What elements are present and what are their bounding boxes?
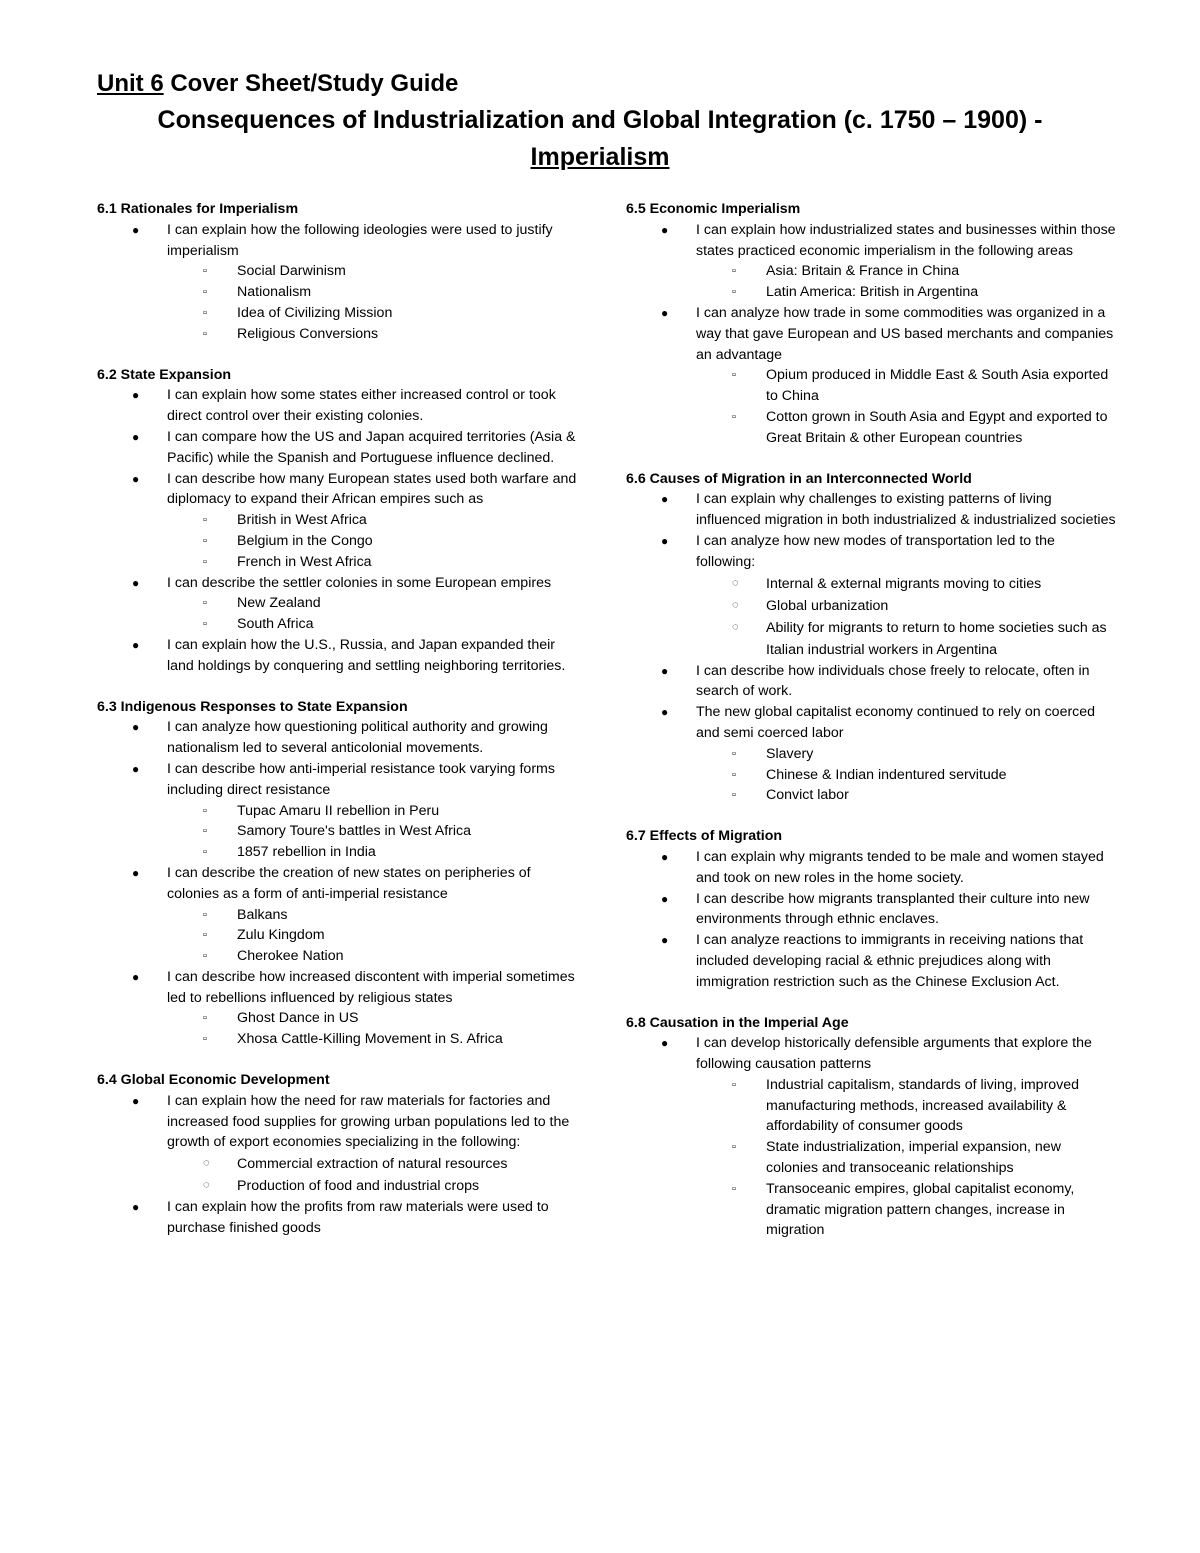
sub-item-text: Cotton grown in South Asia and Egypt and exported to Great Britain & other European countries bbox=[766, 408, 1108, 446]
section-title: 6.4 Global Economic Development bbox=[97, 1072, 330, 1089]
bullet-icon: ● bbox=[661, 492, 669, 507]
square-bullet-icon: ▫ bbox=[203, 534, 207, 547]
sub-list bbox=[696, 365, 1116, 448]
sub-list bbox=[696, 573, 1116, 661]
bullet-icon: ● bbox=[132, 575, 140, 590]
sub-item-text: Cherokee Nation bbox=[237, 948, 344, 965]
square-bullet-icon: ▫ bbox=[203, 950, 207, 963]
list-item bbox=[132, 1197, 577, 1239]
square-bullet-icon: ▫ bbox=[732, 265, 736, 278]
document-topic: Imperialism bbox=[530, 143, 670, 171]
section-title: 6.2 State Expansion bbox=[97, 366, 232, 383]
sub-item bbox=[203, 1153, 577, 1175]
sub-item bbox=[203, 801, 577, 822]
sub-item-text: Social Darwinism bbox=[237, 263, 346, 280]
sub-item bbox=[203, 324, 577, 345]
sub-item-text: Ghost Dance in US bbox=[237, 1010, 359, 1027]
square-bullet-icon: ▫ bbox=[203, 514, 207, 527]
sub-item bbox=[203, 282, 577, 303]
sub-item-text: New Zealand bbox=[237, 595, 321, 612]
bullet-icon: ● bbox=[132, 1093, 140, 1108]
list-item bbox=[661, 531, 1116, 661]
sub-item bbox=[732, 261, 1116, 282]
bullet-icon: ● bbox=[661, 933, 669, 948]
bullet-list bbox=[97, 717, 577, 1050]
sub-item-text: Zulu Kingdom bbox=[237, 927, 325, 944]
sub-item bbox=[203, 593, 577, 614]
bullet-icon: ● bbox=[132, 761, 140, 776]
title-rest: Cover Sheet/Study Guide bbox=[163, 70, 459, 97]
list-item bbox=[661, 303, 1116, 449]
item-text: I can describe how increased discontent with imperial sometimes led to rebellions influenced by religious states bbox=[167, 968, 575, 1006]
sub-list bbox=[167, 1008, 577, 1050]
sub-item-text: State industrialization, imperial expansion, new colonies and transoceanic relationships bbox=[766, 1139, 1061, 1177]
list-item bbox=[132, 469, 577, 573]
list-item bbox=[132, 573, 577, 635]
list-item bbox=[661, 889, 1116, 931]
square-bullet-icon: ▫ bbox=[732, 410, 736, 423]
list-item bbox=[132, 1091, 577, 1197]
square-bullet-icon: ▫ bbox=[732, 286, 736, 299]
bullet-icon: ● bbox=[661, 705, 669, 720]
circle-bullet-icon: ◌ bbox=[203, 1179, 210, 1192]
sub-item bbox=[732, 365, 1116, 407]
sub-item bbox=[732, 595, 1116, 617]
list-item bbox=[661, 702, 1116, 806]
bullet-list bbox=[626, 489, 1116, 806]
sub-item-text: Tupac Amaru II rebellion in Peru bbox=[237, 802, 440, 819]
square-bullet-icon: ▫ bbox=[203, 265, 207, 278]
sub-item-text: South Africa bbox=[237, 616, 314, 633]
section-title: 6.7 Effects of Migration bbox=[626, 828, 783, 845]
item-text: I can describe how anti-imperial resistance took varying forms including direct resistance bbox=[167, 760, 555, 798]
sub-item bbox=[203, 1029, 577, 1050]
square-bullet-icon: ▫ bbox=[203, 555, 207, 568]
circle-bullet-icon: ◌ bbox=[732, 598, 739, 611]
sub-list bbox=[167, 905, 577, 967]
sub-item bbox=[732, 1075, 1116, 1137]
square-bullet-icon: ▫ bbox=[203, 929, 207, 942]
sub-item-text: Idea of Civilizing Mission bbox=[237, 304, 393, 321]
square-bullet-icon: ▫ bbox=[203, 286, 207, 299]
square-bullet-icon: ▫ bbox=[203, 1033, 207, 1046]
sub-item-text: Convict labor bbox=[766, 787, 849, 804]
sub-list bbox=[167, 593, 577, 635]
bullet-icon: ● bbox=[661, 891, 669, 906]
list-item bbox=[661, 930, 1116, 992]
section-title: 6.5 Economic Imperialism bbox=[626, 201, 801, 217]
sub-item-text: Asia: Britain & France in China bbox=[766, 263, 960, 280]
bullet-icon: ● bbox=[132, 865, 140, 880]
document-subtitle: Consequences of Industrialization and Global Integration (c. 1750 – 1900) - bbox=[157, 106, 1043, 134]
sub-item-text: Samory Toure's battles in West Africa bbox=[237, 823, 472, 840]
sub-item bbox=[732, 1137, 1116, 1179]
sub-item bbox=[732, 765, 1116, 786]
circle-bullet-icon: ◌ bbox=[203, 1157, 210, 1170]
square-bullet-icon: ▫ bbox=[203, 306, 207, 319]
item-text: I can explain why migrants tended to be male and women stayed and took on new roles in the home society. bbox=[696, 848, 1104, 886]
bullet-icon: ● bbox=[661, 663, 669, 678]
sub-item bbox=[203, 905, 577, 926]
section-title: 6.3 Indigenous Responses to State Expansion bbox=[97, 698, 408, 715]
section-6-1 bbox=[97, 199, 577, 345]
square-bullet-icon: ▫ bbox=[203, 327, 207, 340]
list-item bbox=[661, 1033, 1116, 1241]
bullet-list bbox=[97, 1091, 577, 1239]
list-item bbox=[132, 635, 577, 677]
circle-bullet-icon: ◌ bbox=[732, 576, 739, 589]
sub-item-text: Global urbanization bbox=[766, 597, 889, 614]
sub-item-text: Latin America: British in Argentina bbox=[766, 284, 979, 301]
bullet-list bbox=[626, 847, 1116, 993]
sub-item-text: Internal & external migrants moving to cities bbox=[766, 575, 1042, 592]
section-6-8 bbox=[626, 1013, 1116, 1242]
sub-item-text: French in West Africa bbox=[237, 553, 372, 570]
unit-label: Unit 6 bbox=[97, 70, 164, 97]
item-text: I can explain why challenges to existing patterns of living influenced migration in both industrialized & industrialized societies bbox=[696, 491, 1116, 529]
circle-bullet-icon: ◌ bbox=[732, 620, 739, 633]
sub-list bbox=[167, 510, 577, 572]
sub-item bbox=[732, 573, 1116, 595]
sub-item-text: Religious Conversions bbox=[237, 325, 379, 342]
sub-list bbox=[696, 744, 1116, 806]
sub-item bbox=[203, 614, 577, 635]
bullet-icon: ● bbox=[132, 1200, 140, 1215]
sub-item-text: Commercial extraction of natural resources bbox=[237, 1156, 508, 1173]
bullet-icon: ● bbox=[132, 222, 140, 237]
list-item bbox=[661, 220, 1116, 303]
sub-item bbox=[732, 785, 1116, 806]
square-bullet-icon: ▫ bbox=[732, 1182, 736, 1195]
sub-item bbox=[203, 821, 577, 842]
item-text: I can describe how migrants transplanted their culture into new environments through ethnic enclaves. bbox=[696, 890, 1090, 928]
sub-item bbox=[203, 946, 577, 967]
square-bullet-icon: ▫ bbox=[732, 789, 736, 802]
section-title: 6.1 Rationales for Imperialism bbox=[97, 201, 299, 217]
sub-item bbox=[203, 261, 577, 282]
sub-item bbox=[203, 1175, 577, 1197]
list-item bbox=[132, 967, 577, 1050]
section-6-2 bbox=[97, 365, 577, 677]
bullet-icon: ● bbox=[132, 637, 140, 652]
sub-item bbox=[732, 407, 1116, 449]
item-text: I can compare how the US and Japan acquired territories (Asia & Pacific) while the Spanish and Portuguese influence declined. bbox=[167, 428, 576, 466]
item-text: I can explain how the profits from raw materials were used to purchase finished goods bbox=[167, 1199, 549, 1237]
document-title bbox=[97, 70, 458, 98]
item-text: I can describe the creation of new states on peripheries of colonies as a form of anti-imperial resistance bbox=[167, 864, 531, 902]
bullet-icon: ● bbox=[661, 533, 669, 548]
bullet-icon: ● bbox=[132, 471, 140, 486]
sub-item bbox=[732, 617, 1116, 661]
list-item bbox=[132, 220, 577, 345]
square-bullet-icon: ▫ bbox=[732, 369, 736, 382]
list-item bbox=[132, 863, 577, 967]
sub-list bbox=[167, 1153, 577, 1197]
sub-item bbox=[203, 842, 577, 863]
item-text: I can analyze how questioning political authority and growing nationalism led to several anticolonial movements. bbox=[167, 719, 548, 757]
sub-item bbox=[732, 744, 1116, 765]
section-title: 6.6 Causes of Migration in an Interconnected World bbox=[626, 470, 972, 487]
sub-item-text: Belgium in the Congo bbox=[237, 532, 373, 549]
sub-item bbox=[203, 510, 577, 531]
item-text: I can analyze how trade in some commodities was organized in a way that gave European and US based merchants and companies an advantage bbox=[696, 304, 1114, 363]
section-6-3 bbox=[97, 697, 577, 1051]
item-text: I can develop historically defensible arguments that explore the following causation patterns bbox=[696, 1035, 1092, 1073]
sub-item-text: 1857 rebellion in India bbox=[237, 844, 376, 861]
bullet-icon: ● bbox=[132, 969, 140, 984]
item-text: I can describe how many European states used both warfare and diplomacy to expand their African empires such as bbox=[167, 470, 577, 508]
section-6-4 bbox=[97, 1070, 577, 1239]
sub-list bbox=[696, 261, 1116, 303]
bullet-icon: ● bbox=[661, 305, 669, 320]
item-text: I can explain how the following ideologies were used to justify imperialism bbox=[167, 221, 553, 259]
sub-item bbox=[203, 1008, 577, 1029]
bullet-icon: ● bbox=[661, 222, 669, 237]
section-6-5 bbox=[626, 199, 1116, 449]
bullet-icon: ● bbox=[661, 1036, 669, 1051]
item-text: I can explain how the U.S., Russia, and Japan expanded their land holdings by conquering and settling neighboring territories. bbox=[167, 636, 566, 674]
item-text: I can explain how the need for raw materials for factories and increased food supplies for growing urban populations led to the growth of export economies specializing in the following: bbox=[167, 1092, 570, 1151]
sub-item-text: Chinese & Indian indentured servitude bbox=[766, 766, 1007, 783]
item-text: I can describe how individuals chose freely to relocate, often in search of work. bbox=[696, 662, 1090, 700]
square-bullet-icon: ▫ bbox=[732, 768, 736, 781]
bullet-list bbox=[626, 1033, 1116, 1241]
bullet-list bbox=[97, 220, 577, 345]
item-text: I can explain how industrialized states and businesses within those states practiced economic imperialism in the following areas bbox=[696, 221, 1116, 259]
list-item bbox=[132, 427, 577, 469]
square-bullet-icon: ▫ bbox=[732, 1078, 736, 1091]
sub-item bbox=[732, 282, 1116, 303]
section-6-6 bbox=[626, 469, 1116, 807]
item-text: The new global capitalist economy continued to rely on coerced and semi coerced labor bbox=[696, 704, 1096, 741]
square-bullet-icon: ▫ bbox=[203, 618, 207, 631]
section-title: 6.8 Causation in the Imperial Age bbox=[626, 1014, 849, 1031]
sub-item bbox=[732, 1179, 1116, 1241]
sub-item-text: Ability for migrants to return to home societies such as Italian industrial workers in Argentina bbox=[766, 619, 1107, 658]
square-bullet-icon: ▫ bbox=[203, 1012, 207, 1025]
item-text: I can describe the settler colonies in some European empires bbox=[167, 574, 552, 591]
sub-item-text: British in West Africa bbox=[237, 512, 367, 529]
item-text: I can analyze how new modes of transportation led to the following: bbox=[696, 532, 1055, 570]
bullet-icon: ● bbox=[132, 388, 140, 403]
square-bullet-icon: ▫ bbox=[203, 597, 207, 610]
list-item bbox=[661, 489, 1116, 531]
sub-item-text: Nationalism bbox=[237, 284, 312, 301]
bullet-icon: ● bbox=[132, 720, 140, 735]
sub-item-text: Industrial capitalism, standards of living, improved manufacturing methods, increased availability & affordability of consumer goods bbox=[766, 1076, 1080, 1135]
left-column bbox=[97, 199, 577, 1259]
sub-item bbox=[203, 552, 577, 573]
sub-item-text: Xhosa Cattle-Killing Movement in S. Africa bbox=[237, 1031, 503, 1048]
square-bullet-icon: ▫ bbox=[203, 846, 207, 859]
square-bullet-icon: ▫ bbox=[732, 747, 736, 760]
list-item bbox=[661, 661, 1116, 703]
bullet-list bbox=[626, 220, 1116, 449]
bullet-icon: ● bbox=[132, 429, 140, 444]
sub-item-text: Production of food and industrial crops bbox=[237, 1178, 480, 1195]
sub-list bbox=[167, 261, 577, 344]
sub-list bbox=[696, 1075, 1116, 1241]
item-text: I can explain how some states either increased control or took direct control over their existing colonies. bbox=[167, 387, 556, 425]
list-item bbox=[132, 759, 577, 863]
square-bullet-icon: ▫ bbox=[732, 1141, 736, 1154]
sub-item-text: Balkans bbox=[237, 906, 288, 923]
item-text: I can analyze reactions to immigrants in receiving nations that included developing racial & ethnic prejudices along with immigration restriction such as the Chinese Exclusion Act. bbox=[696, 932, 1084, 990]
sub-item bbox=[203, 303, 577, 324]
sub-item-text: Slavery bbox=[766, 745, 814, 762]
sub-item bbox=[203, 925, 577, 946]
sub-list bbox=[167, 801, 577, 863]
sub-item-text: Transoceanic empires, global capitalist economy, dramatic migration pattern changes, increase in migration bbox=[766, 1180, 1075, 1239]
list-item bbox=[132, 385, 577, 427]
bullet-icon: ● bbox=[661, 849, 669, 864]
square-bullet-icon: ▫ bbox=[203, 908, 207, 921]
section-6-7 bbox=[626, 826, 1116, 992]
square-bullet-icon: ▫ bbox=[203, 825, 207, 838]
list-item bbox=[132, 717, 577, 759]
sub-item bbox=[203, 531, 577, 552]
bullet-list bbox=[97, 385, 577, 676]
square-bullet-icon: ▫ bbox=[203, 804, 207, 817]
list-item bbox=[661, 847, 1116, 889]
right-column bbox=[626, 199, 1116, 1261]
sub-item-text: Opium produced in Middle East & South Asia exported to China bbox=[766, 367, 1109, 405]
